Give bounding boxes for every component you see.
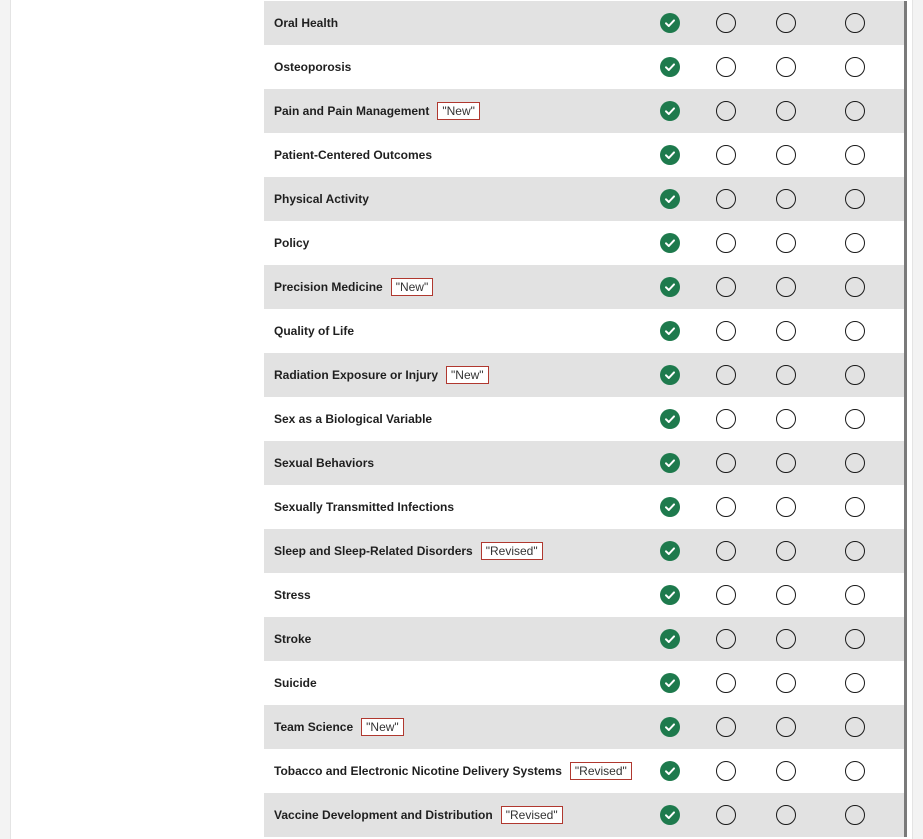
check-circle-icon[interactable] <box>660 717 680 737</box>
status-tag: "Revised" <box>570 762 632 780</box>
topic-label <box>274 309 354 353</box>
status-tag: "New" <box>391 278 434 296</box>
topic-label <box>274 177 369 221</box>
table-row <box>264 353 904 397</box>
radio-empty-icon[interactable] <box>845 233 865 253</box>
status-tag: "Revised" <box>501 806 563 824</box>
radio-empty-icon[interactable] <box>776 189 796 209</box>
topic-name: Team Science <box>274 720 354 734</box>
table-row <box>264 89 904 133</box>
check-circle-icon[interactable] <box>660 497 680 517</box>
topic-label <box>274 133 432 177</box>
topic-rating-table <box>264 1 907 837</box>
radio-empty-icon[interactable] <box>776 409 796 429</box>
topic-name: Suicide <box>274 676 317 690</box>
topic-label <box>274 573 311 617</box>
topic-label <box>274 265 433 309</box>
page-container <box>10 0 913 839</box>
radio-empty-icon[interactable] <box>716 717 736 737</box>
radio-empty-icon[interactable] <box>776 541 796 561</box>
check-circle-icon[interactable] <box>660 101 680 121</box>
radio-empty-icon[interactable] <box>776 145 796 165</box>
radio-empty-icon[interactable] <box>716 585 736 605</box>
topic-label <box>274 221 309 265</box>
radio-empty-icon[interactable] <box>845 453 865 473</box>
check-circle-icon[interactable] <box>660 805 680 825</box>
status-tag: "New" <box>437 102 480 120</box>
topic-label <box>274 793 563 837</box>
topic-name: Sleep and Sleep-Related Disorders <box>274 544 473 558</box>
radio-empty-icon[interactable] <box>776 321 796 341</box>
check-circle-icon[interactable] <box>660 453 680 473</box>
radio-empty-icon[interactable] <box>845 541 865 561</box>
topic-name: Pain and Pain Management <box>274 104 430 118</box>
check-circle-icon[interactable] <box>660 365 680 385</box>
table-row <box>264 133 904 177</box>
radio-empty-icon[interactable] <box>845 805 865 825</box>
radio-empty-icon[interactable] <box>845 101 865 121</box>
topic-name: Osteoporosis <box>274 60 352 74</box>
radio-empty-icon[interactable] <box>716 233 736 253</box>
topic-label <box>274 529 543 573</box>
radio-empty-icon[interactable] <box>716 497 736 517</box>
radio-empty-icon[interactable] <box>776 673 796 693</box>
radio-empty-icon[interactable] <box>776 233 796 253</box>
topic-label <box>274 617 311 661</box>
table-row <box>264 309 904 353</box>
topic-label <box>274 485 454 529</box>
radio-empty-icon[interactable] <box>716 365 736 385</box>
radio-empty-icon[interactable] <box>776 277 796 297</box>
check-circle-icon[interactable] <box>660 761 680 781</box>
topic-label <box>274 45 351 89</box>
table-row <box>264 617 904 661</box>
radio-empty-icon[interactable] <box>776 365 796 385</box>
table-row <box>264 45 904 89</box>
radio-empty-icon[interactable] <box>716 277 736 297</box>
radio-empty-icon[interactable] <box>716 673 736 693</box>
radio-empty-icon[interactable] <box>716 101 736 121</box>
table-row <box>264 397 904 441</box>
topic-name: Stress <box>274 588 311 602</box>
radio-empty-icon[interactable] <box>845 57 865 77</box>
check-circle-icon[interactable] <box>660 409 680 429</box>
status-tag: "Revised" <box>481 542 543 560</box>
topic-label <box>274 441 374 485</box>
radio-empty-icon[interactable] <box>776 57 796 77</box>
radio-empty-icon[interactable] <box>845 145 865 165</box>
radio-empty-icon[interactable] <box>845 629 865 649</box>
topic-name: Vaccine Development and Distribution <box>274 808 493 822</box>
radio-empty-icon[interactable] <box>845 13 865 33</box>
radio-empty-icon[interactable] <box>776 101 796 121</box>
radio-empty-icon[interactable] <box>716 409 736 429</box>
radio-empty-icon[interactable] <box>776 585 796 605</box>
table-row <box>264 749 904 793</box>
radio-empty-icon[interactable] <box>845 365 865 385</box>
radio-empty-icon[interactable] <box>716 57 736 77</box>
check-circle-icon[interactable] <box>660 629 680 649</box>
topic-label <box>274 89 480 133</box>
radio-empty-icon[interactable] <box>845 189 865 209</box>
table-row <box>264 793 904 837</box>
radio-empty-icon[interactable] <box>716 805 736 825</box>
table-row <box>264 573 904 617</box>
topic-label <box>274 1 338 45</box>
topic-name: Oral Health <box>274 16 339 30</box>
topic-name: Stroke <box>274 632 312 646</box>
status-tag: "New" <box>446 366 489 384</box>
topic-name: Quality of Life <box>274 324 355 338</box>
radio-empty-icon[interactable] <box>845 673 865 693</box>
topic-name: Policy <box>274 236 310 250</box>
radio-empty-icon[interactable] <box>776 497 796 517</box>
radio-empty-icon[interactable] <box>845 409 865 429</box>
radio-empty-icon[interactable] <box>716 145 736 165</box>
topic-name: Radiation Exposure or Injury <box>274 368 439 382</box>
table-row <box>264 1 904 45</box>
check-circle-icon[interactable] <box>660 145 680 165</box>
topic-name: Physical Activity <box>274 192 369 206</box>
radio-empty-icon[interactable] <box>716 541 736 561</box>
check-circle-icon[interactable] <box>660 277 680 297</box>
topic-label <box>274 705 404 749</box>
status-tag: "New" <box>361 718 404 736</box>
check-circle-icon[interactable] <box>660 673 680 693</box>
radio-empty-icon[interactable] <box>776 629 796 649</box>
table-row <box>264 661 904 705</box>
radio-empty-icon[interactable] <box>845 277 865 297</box>
radio-empty-icon[interactable] <box>845 585 865 605</box>
topic-label <box>274 749 632 793</box>
radio-empty-icon[interactable] <box>776 761 796 781</box>
table-row <box>264 529 904 573</box>
table-row <box>264 441 904 485</box>
table-row <box>264 177 904 221</box>
radio-empty-icon[interactable] <box>845 497 865 517</box>
radio-empty-icon[interactable] <box>845 717 865 737</box>
radio-empty-icon[interactable] <box>716 453 736 473</box>
topic-name: Patient-Centered Outcomes <box>274 148 433 162</box>
radio-empty-icon[interactable] <box>845 321 865 341</box>
check-circle-icon[interactable] <box>660 57 680 77</box>
topic-name: Sexually Transmitted Infections <box>274 500 455 514</box>
radio-empty-icon[interactable] <box>716 761 736 781</box>
table-row <box>264 221 904 265</box>
check-circle-icon[interactable] <box>660 321 680 341</box>
radio-empty-icon[interactable] <box>716 321 736 341</box>
table-row <box>264 485 904 529</box>
topic-label <box>274 353 489 397</box>
topic-name: Tobacco and Electronic Nicotine Delivery Systems <box>274 764 562 778</box>
table-row <box>264 265 904 309</box>
check-circle-icon[interactable] <box>660 13 680 33</box>
radio-empty-icon[interactable] <box>776 805 796 825</box>
topic-label <box>274 661 317 705</box>
check-circle-icon[interactable] <box>660 585 680 605</box>
check-circle-icon[interactable] <box>660 189 680 209</box>
topic-label <box>274 397 432 441</box>
radio-empty-icon[interactable] <box>716 13 736 33</box>
radio-empty-icon[interactable] <box>845 761 865 781</box>
radio-empty-icon[interactable] <box>716 629 736 649</box>
radio-empty-icon[interactable] <box>776 717 796 737</box>
topic-name: Sexual Behaviors <box>274 456 375 470</box>
topic-name: Sex as a Biological Variable <box>274 412 433 426</box>
table-row <box>264 705 904 749</box>
radio-empty-icon[interactable] <box>776 13 796 33</box>
topic-name: Precision Medicine <box>274 280 383 294</box>
radio-empty-icon[interactable] <box>716 189 736 209</box>
check-circle-icon[interactable] <box>660 233 680 253</box>
radio-empty-icon[interactable] <box>776 453 796 473</box>
check-circle-icon[interactable] <box>660 541 680 561</box>
